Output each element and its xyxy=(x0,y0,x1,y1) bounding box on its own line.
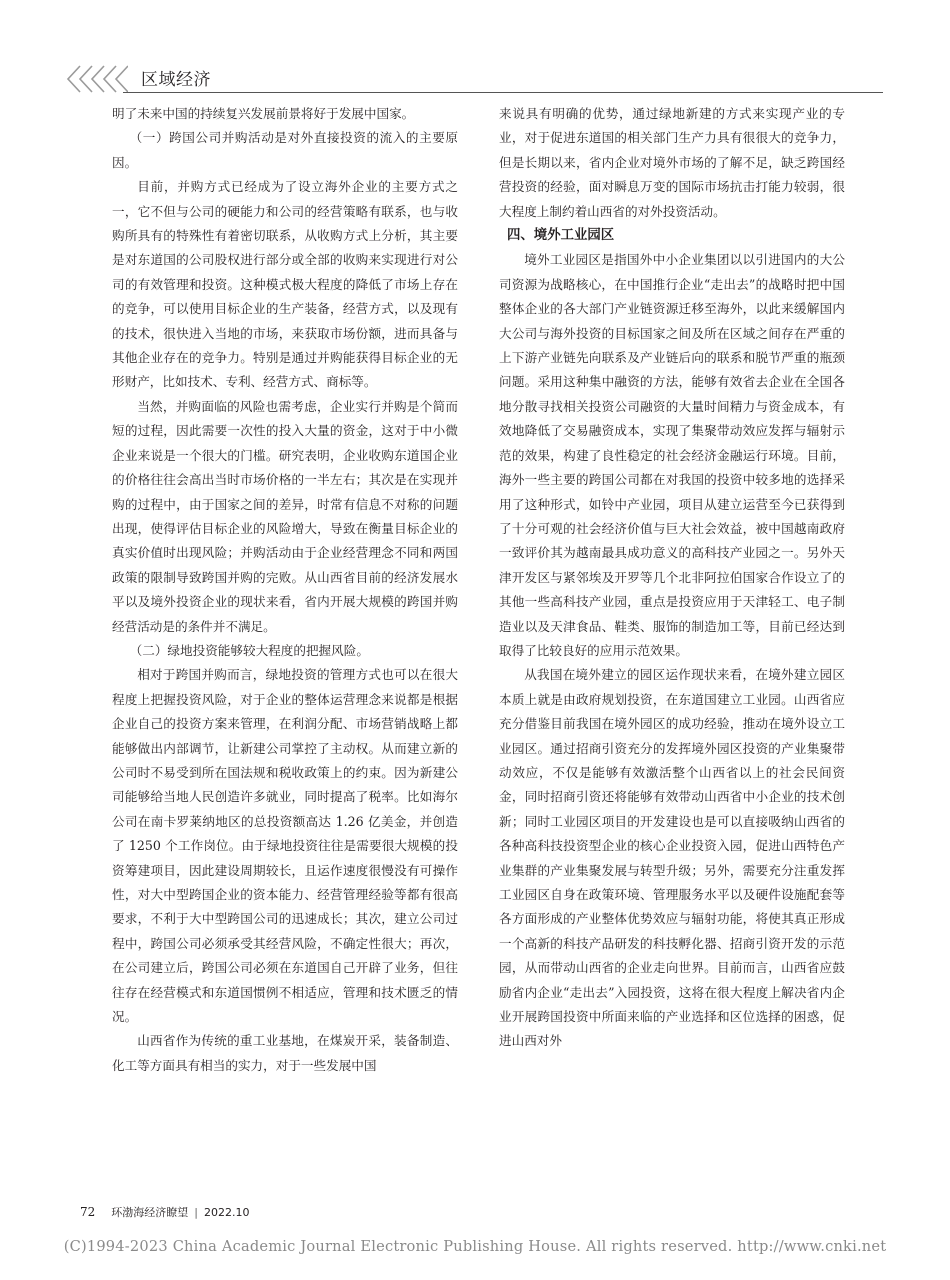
body-paragraph: 目前，并购方式已经成为了设立海外企业的主要方式之一，它不但与公司的硬能力和公司的经营策略有联系，也与收购所具有的特殊性有着密切联系，从收购方式上分析，其主要是对东道国的公司股权进行部分或全部的收购来实现进行对公司的有效管理和投资。这种模式极大程度的降低了市场上存在的竞争，可以使用目标企业的生产装备，经营方式，以及现有的技术，很快进入当地的市场，来获取市场份额，进而具备与其他企业存在的竞争力。特别是通过并购能获得目标企业的无形财产，比如技术、专利、经营方式、商标等。 xyxy=(112,179,458,390)
body-paragraph: 境外工业园区是指国外中小企业集团以以引进国内的大公司资源为战略核心，在中国推行企业“走出去”的战略时把中国整体企业的各大部门产业链资源迁移至海外，以此来缓解国内大公司与海外投资的目标国家之间及所在区域之间存在严重的上下游产业链先向联系及产业链后向的联系和脱节严重的瓶颈问题。采用这种集中融资的方法，能够有效省去企业在全国各地分散寻找相关投资公司融资的大量时间精力与资金成本，有效地降低了交易融资成本，实现了集聚带动效应发挥与辐射示范的效果，构建了良性稳定的社会经济金融运行环境。目前，海外一些主要的跨国公司都在对我国的投资中较多地的选择采用了这种形式，如铃中产业园，项目从建立运营至今已获得到了十分可观的社会经济价值与巨大社会效益，被中国越南政府一致评价其为越南最具成功意义的高科技产业园之一。另外天津开发区与紧邻埃及开罗等几个北非阿拉伯国家合作设立了的其他一些高科技产业园，重点是投资应用于天津轻工、电子制造业以及天津食品、鞋类、服饰的制造加工等，目前已经达到取得了比较良好的应用示范效果。 xyxy=(499,252,845,658)
section-title: 区域经济 xyxy=(141,70,211,90)
header-rule xyxy=(123,92,883,93)
section-heading: 四、境外工业园区 xyxy=(507,228,615,244)
left-column xyxy=(112,102,458,1078)
copyright-watermark: (C)1994-2023 China Academic Journal Electronic Publishing House. All rights reserved. http://www.cnki.net xyxy=(63,1238,887,1255)
journal-name: 环渤海经济瞭望 xyxy=(111,1206,189,1219)
journal-issue: 2022.10 xyxy=(204,1206,250,1219)
subsection-heading: （一）跨国公司并购活动是对外直接投资的流入的主要原因。 xyxy=(112,130,458,170)
page-header xyxy=(0,0,950,110)
page-number: 72 xyxy=(80,1205,96,1219)
body-paragraph: 明了未来中国的持续复兴发展前景将好于发展中国家。 xyxy=(112,106,415,121)
body-paragraph: 当然，并购面临的风险也需考虑，企业实行并购是个简而短的过程，因此需要一次性的投入大量的资金，这对于中小微企业来说是一个很大的门槛。研究表明，企业收购东道国企业的价格往往会高出当时市场价格的一半左右；其次是在实现并购的过程中，由于国家之间的差异，时常有信息不对称的问题出现，使得评估目标企业的风险增大，导致在衡量目标企业的真实价值时出现风险；并购活动由于企业经营理念不同和两国政策的限制导致跨国并购的完败。从山西省目前的经济发展水平以及境外投资企业的现状来看，省内开展大规模的跨国并购经营活动是的条件并不满足。 xyxy=(112,398,458,634)
body-paragraph: 山西省作为传统的重工业基地，在煤炭开采，装备制造、化工等方面具有相当的实力，对于一些发展中国 xyxy=(112,1033,458,1073)
footer-separator: | xyxy=(194,1206,198,1219)
body-paragraph: 来说具有明确的优势，通过绿地新建的方式来实现产业的专业，对于促进东道国的相关部门生产力具有很很大的竞争力，但是长期以来，省内企业对境外市场的了解不足，缺乏跨国经营投资的经验，面对瞬息万变的国际市场抗击打能力较弱，很大程度上制约着山西省的对外投资活动。 xyxy=(499,106,845,219)
body-paragraph: 相对于跨国并购而言，绿地投资的管理方式也可以在很大程度上把握投资风险，对于企业的整体运营理念来说都是根据企业自己的投资方案来管理，在利润分配、市场营销战略上都能够做出内部调节，让新建公司掌控了主动权。从而建立新的公司时不易受到所在国法规和税收政策上的约束。因为新建公司能够给当地人民创造许多就业，同时提高了税率。比如海尔公司在南卡罗莱纳地区的总投资额高达 1.26 亿美金，并创造了 1250 个工作岗位。由于绿地投资往往是需要很大规模的投资筹建项目，因此建设周期较长，且运作速度很慢没有可操作性，对大中型跨国企业的资本能力、经营管理经验等都有很高要求，不利于大中型跨国公司的迅速成长；其次，建立公司过程中，跨国公司必须承受其经营风险，不确定性很大；再次，在公司建立后，跨国公司必须在东道国自己开辟了业务，但往往存在经营模式和东道国惯例不相适应，管理和技术匮乏的情况。 xyxy=(112,667,458,1025)
body-paragraph: 从我国在境外建立的园区运作现状来看，在境外建立园区本质上就是由政府规划投资，在东道国建立工业园。山西省应充分借鉴目前我国在境外园区的成功经验，推动在境外设立工业园区。通过招商引资充分的发挥境外园区投资的产业集聚带动效应，不仅是能够有效激活整个山西省以上的社会民间资金，同时招商引资还将能够有效带动山西省中小企业的技术创新；同时工业园区项目的开发建设也是可以直接吸纳山西省的各种高科技投资型企业的核心企业投资入园，促进山西特色产业集群的产业集聚发展与转型升级；另外，需要充分注重发挥工业园区自身在政策环境、管理服务水平以及硬件设施配套等各方面形成的产业整体优势效应与辐射功能，将使其真正形成一个高新的科技产品研发的科技孵化器、招商引资开发的示范园，从而带动山西省的企业走向世界。目前而言，山西省应鼓励省内企业“走出去”入园投资，这将在很大程度上解决省内企业开展跨国投资中所面来临的产业选择和区位选择的困惑，促进山西对外 xyxy=(499,667,845,1049)
page-footer xyxy=(80,1204,250,1220)
chevron-decoration-icon xyxy=(66,64,128,94)
subsection-heading: （二）绿地投资能够较大程度的把握风险。 xyxy=(129,642,369,658)
right-column xyxy=(499,102,845,1054)
